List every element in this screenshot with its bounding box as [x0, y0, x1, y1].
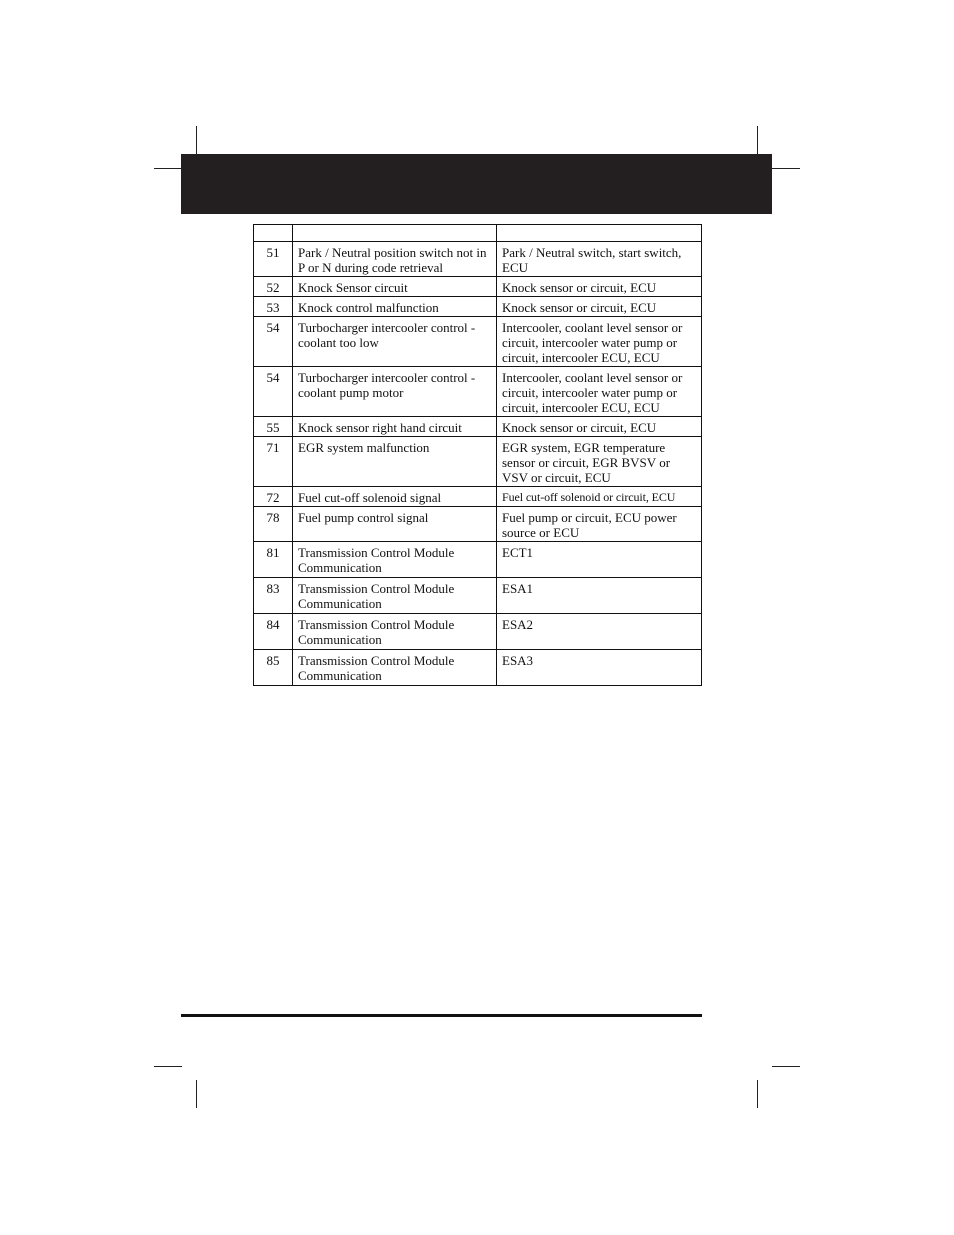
code-cell: 53	[254, 297, 293, 317]
cause-cell: Intercooler, coolant level sensor or circuit, intercooler water pump or circuit, intercooler ECU, ECU	[497, 317, 702, 367]
description-cell: Fuel pump control signal	[293, 507, 497, 542]
header-cell-cause	[497, 225, 702, 242]
cause-cell: Intercooler, coolant level sensor or circuit, intercooler water pump or circuit, intercooler ECU, ECU	[497, 367, 702, 417]
crop-mark-bottom-right-vertical	[757, 1080, 758, 1108]
code-cell: 81	[254, 542, 293, 578]
crop-mark-top-right-horizontal	[772, 168, 800, 169]
table-row	[254, 437, 702, 487]
crop-mark-top-left-horizontal	[154, 168, 182, 169]
table-row	[254, 277, 702, 297]
footer-rule	[181, 1014, 702, 1017]
code-cell: 51	[254, 242, 293, 277]
table-header-row	[254, 225, 702, 242]
cause-cell: Knock sensor or circuit, ECU	[497, 417, 702, 437]
cause-cell: ESA1	[497, 578, 702, 614]
code-cell: 72	[254, 487, 293, 507]
description-cell: Turbocharger intercooler control - coolant pump motor	[293, 367, 497, 417]
code-cell: 52	[254, 277, 293, 297]
code-cell: 54	[254, 317, 293, 367]
description-cell: Knock control malfunction	[293, 297, 497, 317]
table-row	[254, 297, 702, 317]
cause-cell: Knock sensor or circuit, ECU	[497, 277, 702, 297]
description-cell: Park / Neutral position switch not in P or N during code retrieval	[293, 242, 497, 277]
table-row	[254, 487, 702, 507]
cause-cell: Park / Neutral switch, start switch, ECU	[497, 242, 702, 277]
table-row	[254, 367, 702, 417]
description-cell: Turbocharger intercooler control - coolant too low	[293, 317, 497, 367]
table-row	[254, 578, 702, 614]
description-cell: Transmission Control Module Communication	[293, 542, 497, 578]
crop-mark-bottom-left-vertical	[196, 1080, 197, 1108]
description-cell: Transmission Control Module Communication	[293, 614, 497, 650]
cause-cell: EGR system, EGR temperature sensor or circuit, EGR BVSV or VSV or circuit, ECU	[497, 437, 702, 487]
cause-cell: ECT1	[497, 542, 702, 578]
code-cell: 55	[254, 417, 293, 437]
cause-cell: Fuel pump or circuit, ECU power source or ECU	[497, 507, 702, 542]
table-header	[254, 225, 702, 242]
code-cell: 84	[254, 614, 293, 650]
crop-mark-top-right-vertical	[757, 126, 758, 154]
table-row	[254, 542, 702, 578]
table-row	[254, 650, 702, 686]
description-cell: Fuel cut-off solenoid signal	[293, 487, 497, 507]
crop-mark-bottom-left-horizontal	[154, 1066, 182, 1067]
cause-cell: Fuel cut-off solenoid or circuit, ECU	[497, 487, 702, 507]
code-cell: 83	[254, 578, 293, 614]
cause-cell: Knock sensor or circuit, ECU	[497, 297, 702, 317]
code-cell: 54	[254, 367, 293, 417]
description-cell: Transmission Control Module Communication	[293, 578, 497, 614]
code-cell: 71	[254, 437, 293, 487]
description-cell: Knock sensor right hand circuit	[293, 417, 497, 437]
table-row	[254, 614, 702, 650]
header-cell-code	[254, 225, 293, 242]
table-row	[254, 317, 702, 367]
header-bar	[181, 154, 772, 214]
trouble-code-table	[253, 224, 702, 686]
code-cell: 78	[254, 507, 293, 542]
table-row	[254, 507, 702, 542]
table-row	[254, 417, 702, 437]
crop-mark-bottom-right-horizontal	[772, 1066, 800, 1067]
table-row	[254, 242, 702, 277]
cause-cell: ESA2	[497, 614, 702, 650]
description-cell: EGR system malfunction	[293, 437, 497, 487]
description-cell: Transmission Control Module Communication	[293, 650, 497, 686]
code-cell: 85	[254, 650, 293, 686]
header-cell-description	[293, 225, 497, 242]
description-cell: Knock Sensor circuit	[293, 277, 497, 297]
crop-mark-top-left-vertical	[196, 126, 197, 154]
cause-cell: ESA3	[497, 650, 702, 686]
